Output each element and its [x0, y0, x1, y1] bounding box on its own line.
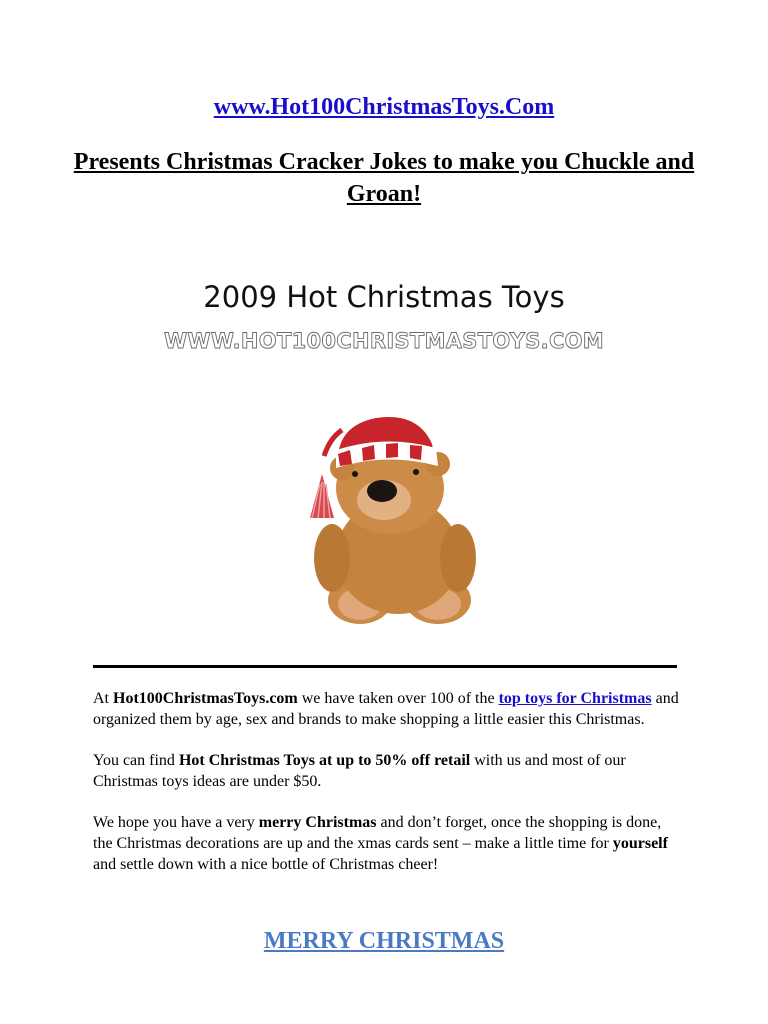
paragraph-intro: At Hot100ChristmasToys.com we have taken over 100 of the top toys for Christmas and organized them by age, sex and brands to make shopping a little easier this Christmas. — [93, 690, 679, 728]
merry-christmas-footer: MERRY CHRISTMAS — [263, 928, 505, 954]
horizontal-rule — [93, 665, 677, 668]
site-link[interactable]: www.Hot100ChristmasToys.Com — [213, 94, 555, 120]
paragraph-greeting: We hope you have a very merry Christmas and don’t forget, once the shopping is done, the Christmas decorations are up and the xmas cards sent – make a little time for yourself and settle down with a nice bottle of Christmas cheer! — [93, 814, 668, 873]
banner-title: 2009 Hot Christmas Toys — [203, 280, 565, 314]
paragraph-discount: You can find Hot Christmas Toys at up to 50% off retail with us and most of our Christmas toys ideas are under $50. — [93, 752, 626, 790]
page-heading: Presents Christmas Cracker Jokes to make you Chuckle and Groan! — [73, 149, 695, 207]
body-text — [93, 688, 683, 895]
site-name: Hot100ChristmasToys.com — [113, 690, 298, 707]
yourself-highlight: yourself — [612, 835, 668, 852]
banner-url: WWW.HOT100CHRISTMASTOYS.COM — [163, 329, 605, 353]
top-toys-link[interactable]: top toys for Christmas — [498, 690, 652, 707]
discount-highlight: Hot Christmas Toys at up to 50% off retail — [178, 752, 471, 769]
merry-christmas-highlight: merry Christmas — [258, 814, 377, 831]
teddy-bear-image — [290, 408, 480, 633]
